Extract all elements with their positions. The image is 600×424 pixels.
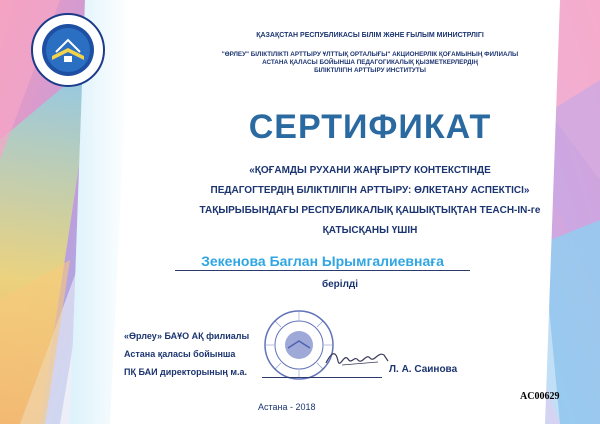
signature-underline <box>262 377 382 378</box>
org-name-line-1: "ӨРЛЕУ" БІЛІКТІЛІКТІ АРТТЫРУ ҰЛТТЫҚ ОРТАЛЫҒЫ" АКЦИОНЕРЛІК ҚОҒАМЫНЫҢ ФИЛИАЛЫ <box>221 51 519 58</box>
signature-line-1: «Өрлеу» БАҰО АҚ филиалы <box>124 331 250 341</box>
signature-line-2: Астана қаласы бойынша <box>124 349 236 359</box>
certificate-title: СЕРТИФИКАТ <box>248 108 492 146</box>
recipient-name: Зекенова Баглан Ырымгалиевнаға <box>201 253 444 269</box>
signature-line-3: ПҚ БАИ директорының м.а. <box>124 367 248 377</box>
orleu-logo <box>30 12 106 88</box>
body-line-1: «ҚОҒАМДЫ РУХАНИ ЖАҢҒЫРТУ КОНТЕКСТІНДЕ <box>249 165 491 176</box>
certificate-code: AC00629 <box>520 391 560 402</box>
ministry-name: ҚАЗАҚСТАН РЕСПУБЛИКАСЫ БІЛІМ ЖӘНЕ ҒЫЛЫМ МИНИСТРЛІГІ <box>256 32 484 39</box>
given-text: берілді <box>321 279 359 290</box>
body-line-3: ТАҚЫРЫБЫНДАҒЫ РЕСПУБЛИКАЛЫҚ ҚАШЫҚТЫҚТАН TEACH-IN-ге <box>199 205 541 216</box>
city-year: Астана - 2018 <box>258 402 316 412</box>
org-name-line-3: БІЛІКТІЛІГІН АРТТЫРУ ИНСТИТУТЫ <box>314 67 426 74</box>
body-line-4: ҚАТЫСҚАНЫ ҮШІН <box>322 225 418 236</box>
body-line-2: ПЕДАГОГТЕРДІҢ БІЛІКТІЛІГІН АРТТЫРУ: ӨЛКЕТАНУ АСПЕКТІСІ» <box>210 185 530 196</box>
recipient-underline <box>175 270 470 271</box>
org-name-line-2: АСТАНА ҚАЛАСЫ БОЙЫНША ПЕДАГОГИКАЛЫҚ ҚЫЗМЕТКЕРЛЕРДІҢ <box>262 59 478 66</box>
signer-name: Л. А. Саинова <box>389 364 458 375</box>
handwritten-signature <box>322 343 392 373</box>
